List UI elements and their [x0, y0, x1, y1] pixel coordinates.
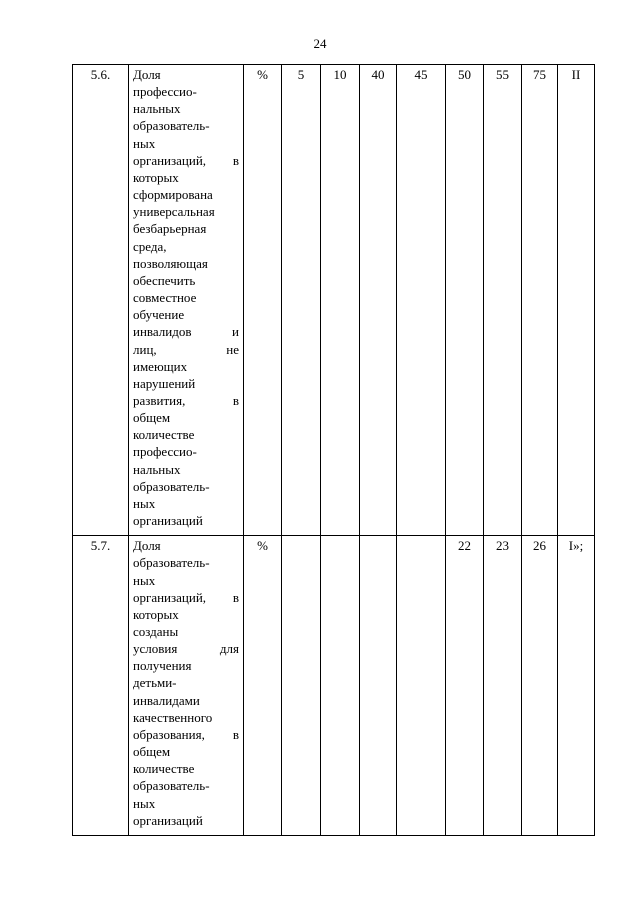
indicator-name-line: общем	[133, 744, 171, 760]
value-cell: 26	[522, 536, 558, 836]
cell-bottom-spacer	[133, 829, 239, 835]
indicator-name-line: которых	[133, 169, 179, 185]
table-body	[73, 65, 595, 836]
value-cell: 10	[321, 65, 360, 536]
indicator-name-line: условия для	[133, 641, 239, 657]
indicator-name-line: развития, в	[133, 392, 239, 408]
indicator-name-line: Доля	[133, 538, 161, 554]
unit-cell: %	[244, 536, 282, 836]
indicator-name-line: обеспечить	[133, 272, 196, 288]
value-cell	[282, 536, 321, 836]
value-cell: 75	[522, 65, 558, 536]
indicator-name-line: качественного	[133, 709, 213, 725]
value-cell: 55	[484, 65, 522, 536]
indicator-name-line: профессио-	[133, 84, 197, 100]
indicator-name-line: созданы	[133, 624, 179, 639]
indicator-name-line: совместное	[133, 290, 197, 306]
indicator-name-line: организаций	[133, 812, 203, 828]
row-number-cell: 5.7.	[73, 536, 129, 836]
indicator-name-line: безбарьерная	[133, 221, 207, 237]
indicator-name-line: нальных	[133, 101, 181, 117]
indicator-name-line: образователь-	[133, 555, 210, 571]
cell-bottom-spacer	[133, 529, 239, 535]
value-cell: 5	[282, 65, 321, 536]
value-cell	[321, 536, 360, 836]
indicator-name-line: организаций	[133, 513, 203, 529]
table-row	[73, 536, 595, 836]
indicator-name-line: позволяющая	[133, 255, 208, 271]
indicator-name-cell	[129, 65, 244, 536]
indicator-name-line: организаций, в	[133, 152, 239, 168]
indicator-name-line: которых	[133, 606, 179, 622]
indicator-name-line: Доля	[133, 67, 161, 82]
indicator-name-cell	[129, 536, 244, 836]
indicator-name-line: образователь-	[133, 118, 210, 134]
indicator-name-line: количестве	[133, 761, 195, 777]
indicator-name-line: организаций, в	[133, 589, 239, 605]
indicator-name-line: образования, в	[133, 726, 239, 742]
indicator-name-line: ных	[133, 495, 156, 511]
stage-cell: I»;	[558, 536, 595, 836]
value-cell: 22	[446, 536, 484, 836]
indicator-name-line: инвалидами	[133, 692, 200, 708]
value-cell: 40	[360, 65, 397, 536]
value-cell	[360, 536, 397, 836]
indicator-name-line: получения	[133, 658, 192, 674]
indicators-table	[72, 64, 595, 836]
page-number: 24	[313, 36, 327, 51]
indicator-name-line: профессио-	[133, 444, 197, 460]
indicator-name-line: среда,	[133, 238, 167, 254]
indicator-name-line: универсальная	[133, 204, 215, 220]
indicator-name-line: ных	[133, 795, 156, 811]
indicator-name-line: имеющих	[133, 358, 188, 374]
indicator-name-line: образователь-	[133, 478, 210, 494]
value-cell	[397, 536, 446, 836]
indicator-name-line: количестве	[133, 427, 195, 443]
indicator-name-line: ных	[133, 572, 156, 588]
indicator-name-line: нарушений	[133, 375, 196, 391]
row-number-cell: 5.6.	[73, 65, 129, 536]
stage-cell: II	[558, 65, 595, 536]
unit-cell: %	[244, 65, 282, 536]
indicator-name-line: лиц, не	[133, 341, 239, 357]
indicator-name-line: ных	[133, 135, 156, 151]
value-cell: 50	[446, 65, 484, 536]
value-cell: 23	[484, 536, 522, 836]
indicator-name-line: нальных	[133, 461, 181, 477]
indicator-name-line: общем	[133, 410, 171, 426]
indicator-name-line: детьми-	[133, 675, 177, 691]
indicator-name-line: сформирована	[133, 187, 213, 203]
table-row	[73, 65, 595, 536]
value-cell: 45	[397, 65, 446, 536]
indicator-name-line: образователь-	[133, 778, 210, 794]
indicator-name-line: инвалидов и	[133, 324, 239, 340]
indicator-name-line: обучение	[133, 307, 185, 323]
